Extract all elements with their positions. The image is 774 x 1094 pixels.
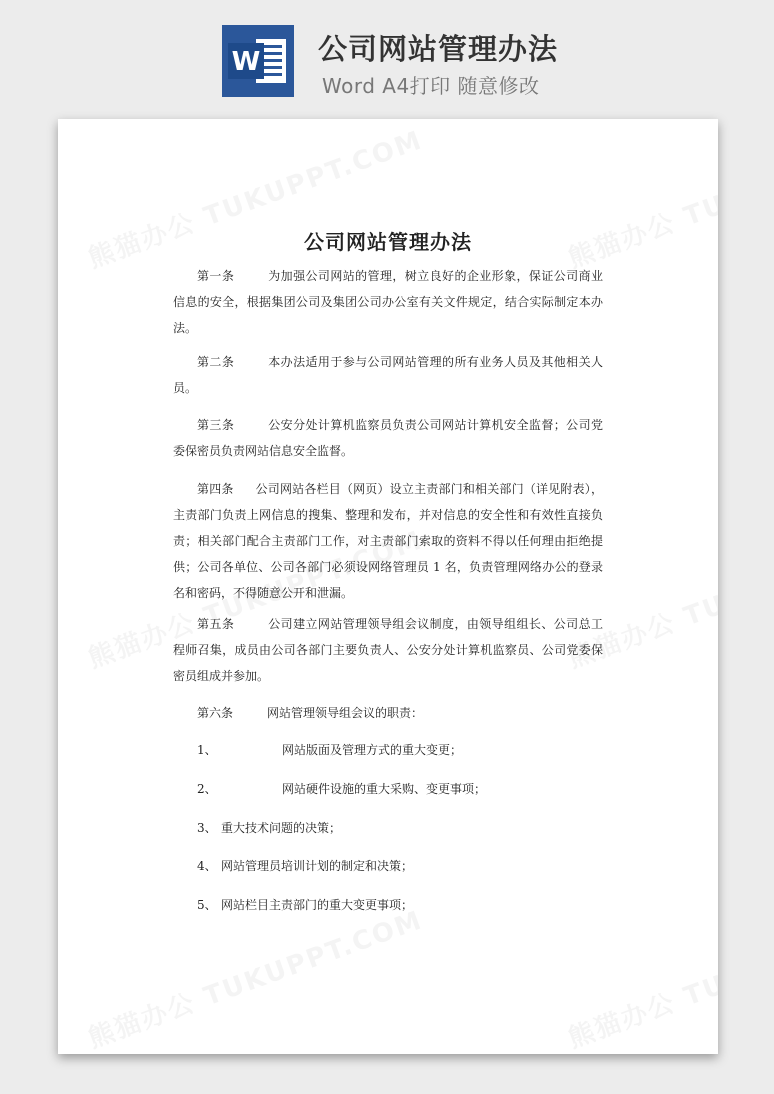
list-item-text: 网站管理员培训计划的制定和决策； [221, 859, 414, 873]
list-item-text: 网站硬件设施的重大采购、变更事项； [282, 782, 487, 796]
article-text: 网站管理领导组会议的职责： [267, 706, 424, 720]
article-label: 第五条 [197, 617, 235, 631]
list-item-number: 3、 [197, 821, 217, 835]
article [173, 611, 603, 689]
article [173, 263, 603, 341]
banner-title: 公司网站管理办法 [318, 32, 559, 66]
list-item-text: 重大技术问题的决策； [221, 821, 342, 835]
word-icon-letter: W [231, 47, 261, 77]
list-item [197, 853, 413, 879]
article-label: 第三条 [197, 418, 235, 432]
list-item-number: 4、 [197, 859, 217, 873]
header-banner [0, 0, 774, 118]
list-item [197, 815, 341, 841]
watermark [562, 900, 718, 1054]
banner-subtitle: Word A4打印 随意修改 [322, 74, 540, 98]
article-label: 第二条 [197, 355, 235, 369]
article-label: 第四条 [197, 482, 234, 496]
article [173, 349, 603, 401]
list-item [197, 737, 462, 763]
article-text: 公安分处计算机监察员负责公司网站计算机安全监督；公司党委保密员负责网站信息安全监督。 [173, 418, 603, 458]
article-label: 第一条 [197, 269, 235, 283]
article-text: 公司网站各栏目（网页）设立主责部门和相关部门（详见附表），主责部门负责上网信息的搜集、整理和发布，并对信息的安全性和有效性直接负责；相关部门配合主责部门工作，对主责部门索取的资料不得以任何理由拒绝提供；公司各单位、公司各部门必须设网络管理员 1 名，负责管理网络办公的登录名和密码，不得随意公开和泄漏。 [173, 482, 603, 600]
list-item [197, 776, 486, 802]
word-icon [222, 25, 294, 97]
article-text: 本办法适用于参与公司网站管理的所有业务人员及其他相关人员。 [173, 355, 603, 395]
article-text: 为加强公司网站的管理，树立良好的企业形象，保证公司商业信息的安全，根据集团公司及集团公司办公室有关文件规定，结合实际制定本办法。 [173, 269, 603, 335]
article [173, 476, 603, 606]
article-text: 公司建立网站管理领导组会议制度，由领导组组长、公司总工程师召集，成员由公司各部门主要负责人、公安分处计算机监察员、公司党委保密员组成并参加。 [173, 617, 603, 683]
article [173, 700, 603, 726]
list-item-text: 网站版面及管理方式的重大变更； [282, 743, 463, 757]
document-title: 公司网站管理办法 [304, 230, 472, 254]
article-label: 第六条 [197, 706, 234, 720]
watermark [82, 900, 427, 1054]
list-item-number: 1、 [197, 743, 217, 757]
list-item-number: 5、 [197, 898, 217, 912]
list-item-text: 网站栏目主责部门的重大变更事项； [221, 898, 414, 912]
document-page [58, 119, 718, 1054]
list-item-number: 2、 [197, 782, 217, 796]
list-item [197, 892, 413, 918]
article [173, 412, 603, 464]
